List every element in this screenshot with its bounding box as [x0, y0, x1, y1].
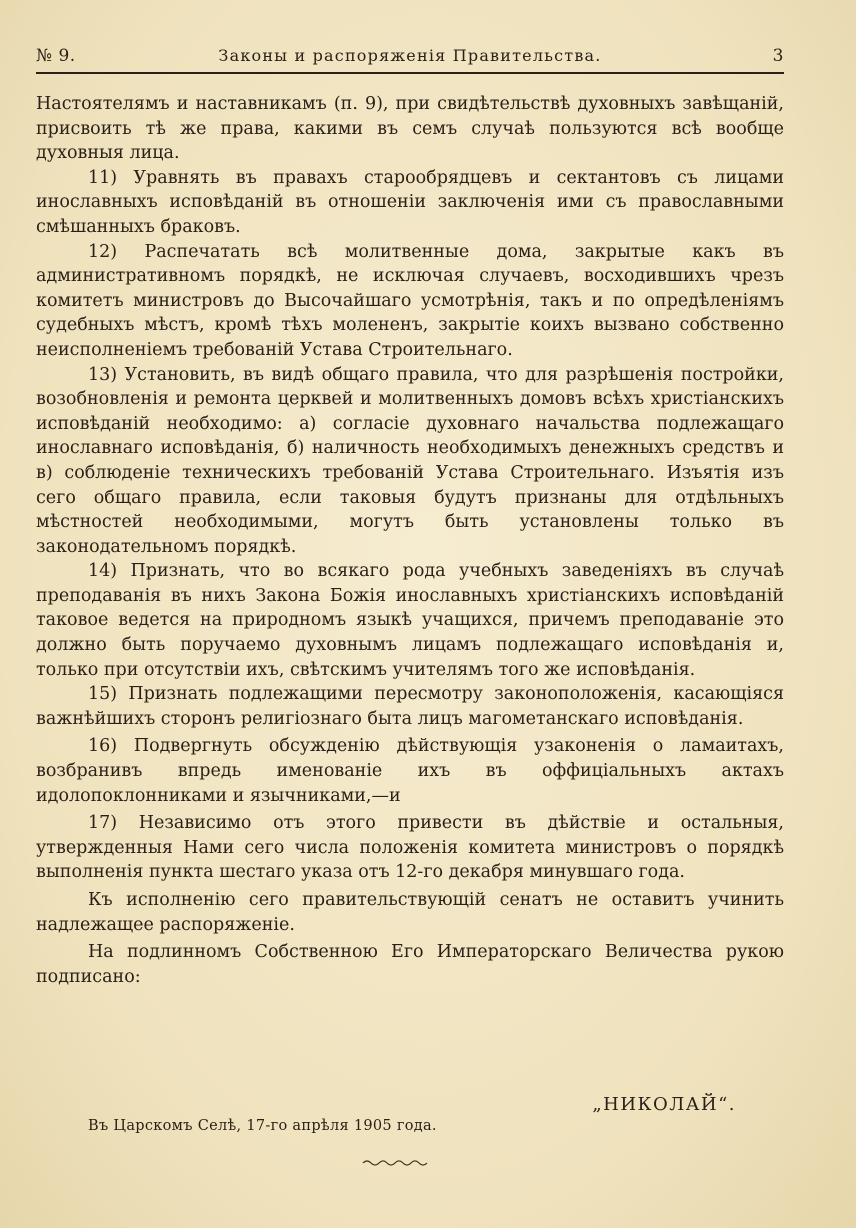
paragraph-item-13: 13) Установить, въ видѣ общаго правила, что для разрѣшенія постройки, возобновленія и ремонта церквей и молитвенныхъ домовъ всѣхъ христіанскихъ исповѣданій необходимо: а) согласіе духовнаго начальства подлежащаго инославнаго исповѣданія, б) наличность необходимыхъ денежныхъ средствъ и в) соблюденіе техническихъ требованій Устава Строительнаго. Изъятія изъ сего общаго правила, если таковыя будутъ признаны для отдѣльныхъ мѣстностей необходимыми, могутъ быть установлены только въ законодательномъ порядкѣ.: [36, 364, 784, 557]
paragraph-item-15: 15) Признать подлежащими пересмотру законоположенія, касающіяся важнѣйшихъ сторонъ религіознаго быта лицъ магометанскаго исповѣданія.: [36, 684, 784, 729]
page-number: 3: [772, 46, 784, 66]
paragraph-continuation: Настоятелямъ и наставникамъ (п. 9), при свидѣтельствѣ духовныхъ завѣщаній, присвоить тѣ же права, какими въ семъ случаѣ пользуются всѣ вообще духовныя лица.: [36, 94, 784, 164]
paragraph-item-11: 11) Уравнять въ правахъ старообрядцевъ и сектантовъ съ лицами инославныхъ исповѣданій въ отношеніи заключенія ими съ православными смѣшанныхъ браковъ.: [36, 167, 784, 237]
paragraph-signed-note: На подлинномъ Собственною Его Императорскаго Величества рукою подписано:: [36, 942, 784, 987]
issue-number: № 9.: [36, 46, 76, 66]
paragraph-item-14: 14) Признать, что во всякаго рода учебныхъ заведеніяхъ въ случаѣ преподаванія въ нихъ Закона Божія инославныхъ христіанскихъ исповѣданій таковое ведется на природномъ языкѣ учащихся, причемъ преподаваніе это должно быть поручаемо духовнымъ лицамъ подлежащаго исповѣданія и, только при отсутствіи ихъ, свѣтскимъ учителямъ того же исповѣданія.: [36, 561, 784, 680]
signature: „НИКОЛАЙ“.: [592, 1094, 736, 1115]
document-body: [36, 92, 784, 989]
paragraph-item-12: 12) Распечатать всѣ молитвенные дома, закрытые какъ въ административномъ порядкѣ, не исключая случаевъ, восходившихъ чрезъ комитетъ министровъ до Высочайшаго усмотрѣнія, такъ и по опредѣленіямъ судебныхъ мѣстъ, кромѣ тѣхъ моленeнъ, закрытіе коихъ вызвано собственно неисполненіемъ требованій Устава Строительнаго.: [36, 241, 784, 360]
running-header: [36, 46, 784, 72]
paragraph-item-16: 16) Подвергнуть обсужденію дѣйствующія узаконенія о ламаитахъ, возбранивъ впредь именованіе ихъ въ оффиціальныхъ актахъ идолопоклонниками и язычниками,—и: [36, 736, 784, 806]
paragraph-item-17: 17) Независимо отъ этого привести въ дѣйствіе и остальныя, утвержденныя Нами сего числа положенія комитета министровъ о порядкѣ выполненія пункта шестаго указа отъ 12-го декабря минувшаго года.: [36, 813, 784, 883]
running-title: Законы и распоряженія Правительства.: [218, 46, 602, 65]
header-rule: [36, 72, 784, 74]
paragraph-closing: Къ исполненію сего правительствующій сенатъ не оставитъ учинить надлежащее распоряженіе.: [36, 890, 784, 935]
place-date: Въ Царскомъ Селѣ, 17-го апрѣля 1905 года.: [88, 1118, 437, 1134]
ornament-flourish: [361, 1158, 431, 1168]
